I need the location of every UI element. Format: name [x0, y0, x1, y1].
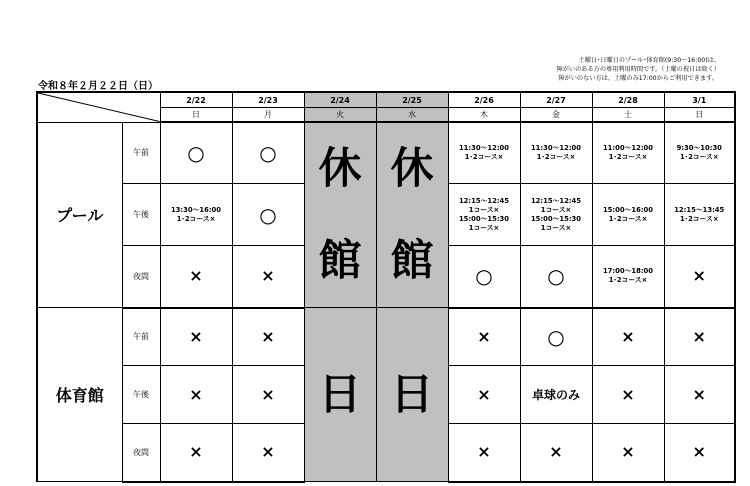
course-text: 1･2コース×: [679, 153, 719, 162]
pool-afternoon-cell-7: [664, 184, 735, 246]
slot-night: 夜間: [122, 424, 160, 482]
time-text: 15:00～16:00: [602, 205, 654, 214]
date-line: 令和８年２月２２日（日）: [38, 81, 158, 92]
slot-morning: 午前: [122, 308, 160, 366]
gym-morning-cell-6: ×: [592, 308, 664, 366]
day-header-2: 火: [304, 108, 376, 123]
slot-afternoon: 午後: [122, 184, 160, 246]
day-header-1: 月: [232, 108, 304, 123]
gym-afternoon-cell-4: ×: [448, 366, 520, 424]
course-text: 1･2コース×: [608, 153, 648, 162]
pool-morning-cell-0: ○: [160, 122, 232, 184]
day-header-7: 日: [664, 108, 735, 123]
facility-gym: 体育館: [37, 308, 122, 482]
closed-char-3: 日: [318, 369, 362, 420]
gym-morning-cell-0: ×: [160, 308, 232, 366]
closed-char-3: 日: [390, 369, 434, 420]
date-header-4: 2/26: [448, 92, 520, 108]
pool-night-cell-7: ×: [664, 246, 735, 308]
notice: [557, 56, 720, 83]
time-text: 11:30～12:00: [530, 144, 582, 153]
time-text: 12:15～12:45: [458, 196, 510, 205]
gym-night-cell-1: ×: [232, 424, 304, 482]
closed-char-1: 休: [390, 144, 434, 194]
gym-morning-cell-4: ×: [448, 308, 520, 366]
time-text: 9:30～10:30: [676, 144, 722, 153]
gym-morning-cell-1: ×: [232, 308, 304, 366]
day-header-4: 木: [448, 108, 520, 123]
gym-morning-cell-5: ○: [520, 308, 592, 366]
pool-morning-cell-4: [448, 122, 520, 184]
day-header-3: 水: [376, 108, 448, 123]
day-header-0: 日: [160, 108, 232, 123]
closed-char-2: 館: [390, 236, 434, 286]
course-text: 1･2コース×: [536, 153, 576, 162]
closed-day-2-pool: [304, 122, 376, 308]
date-header-7: 3/1: [664, 92, 735, 108]
header-corner: [37, 92, 160, 122]
gym-afternoon-cell-0: ×: [160, 366, 232, 424]
notice-line-1: 土曜日･日曜日のプール･体育館(9:30～16:00)は、: [578, 57, 720, 64]
gym-night-cell-7: ×: [664, 424, 735, 482]
course-text: 1･2コース×: [176, 214, 216, 223]
date-header-6: 2/28: [592, 92, 664, 108]
gym-morning-cell-7: ×: [664, 308, 735, 366]
slot-afternoon: 午後: [122, 366, 160, 424]
pool-morning-cell-5: [520, 122, 592, 184]
gym-afternoon-cell-6: ×: [592, 366, 664, 424]
closed-char-2: 館: [318, 236, 362, 286]
gym-night-cell-4: ×: [448, 424, 520, 482]
gym-night-cell-6: ×: [592, 424, 664, 482]
pool-night-cell-4: ○: [448, 246, 520, 308]
date-header-5: 2/27: [520, 92, 592, 108]
pool-afternoon-cell-1: ○: [232, 184, 304, 246]
gym-afternoon-cell-1: ×: [232, 366, 304, 424]
closed-day-2-gym: [304, 308, 376, 482]
pool-night-cell-0: ×: [160, 246, 232, 308]
course-text: 1･2コース×: [608, 276, 648, 285]
gym-afternoon-cell-7: ×: [664, 366, 735, 424]
course-text: 1コース×: [540, 205, 572, 214]
pool-night-cell-6: [592, 246, 664, 308]
time-text: 15:00～15:30: [458, 214, 510, 223]
course-text: 1･2コース×: [464, 153, 504, 162]
course-text: 1･2コース×: [608, 214, 648, 223]
facility-pool: プール: [37, 122, 122, 308]
time-text: 12:15～13:45: [674, 205, 725, 214]
pool-morning-cell-6: [592, 122, 664, 184]
date-header-0: 2/22: [160, 92, 232, 108]
date-header-1: 2/23: [232, 92, 304, 108]
pool-morning-cell-1: ○: [232, 122, 304, 184]
gym-afternoon-cell-5: 卓球のみ: [520, 366, 592, 424]
time-text: 11:30～12:00: [458, 144, 510, 153]
schedule-table: [36, 91, 736, 483]
pool-afternoon-cell-4: [448, 184, 520, 246]
course-text: 1コース×: [540, 223, 572, 232]
time-text: 15:00～15:30: [530, 214, 582, 223]
notice-line-2: 障がいのある方の専用利用時間です。（土曜の祝日は除く）: [556, 66, 720, 73]
diagonal-line: [38, 93, 160, 122]
time-text: 13:30～16:00: [170, 205, 222, 214]
pool-morning-cell-7: [664, 122, 735, 184]
closed-day-3-gym: [376, 308, 448, 482]
time-text: 11:00～12:00: [602, 144, 654, 153]
date-header-3: 2/25: [376, 92, 448, 108]
pool-afternoon-cell-5: [520, 184, 592, 246]
time-text: 17:00～18:00: [602, 267, 654, 276]
closed-char-1: 休: [318, 144, 362, 194]
closed-day-3-pool: [376, 122, 448, 308]
slot-night: 夜間: [122, 246, 160, 308]
pool-afternoon-cell-6: [592, 184, 664, 246]
pool-afternoon-cell-0: [160, 184, 232, 246]
pool-night-cell-1: ×: [232, 246, 304, 308]
course-text: 1コース×: [468, 223, 500, 232]
time-text: 12:15～12:45: [530, 196, 582, 205]
day-header-5: 金: [520, 108, 592, 123]
slot-morning: 午前: [122, 122, 160, 184]
pool-night-cell-5: ○: [520, 246, 592, 308]
course-text: 1コース×: [468, 205, 500, 214]
gym-night-cell-0: ×: [160, 424, 232, 482]
notice-line-3: 障がいのない方は、土曜のみ17:00からご利用できます。: [558, 75, 718, 82]
date-header-2: 2/24: [304, 92, 376, 108]
course-text: 1･2コース×: [679, 214, 719, 223]
gym-night-cell-5: ×: [520, 424, 592, 482]
day-header-6: 土: [592, 108, 664, 123]
